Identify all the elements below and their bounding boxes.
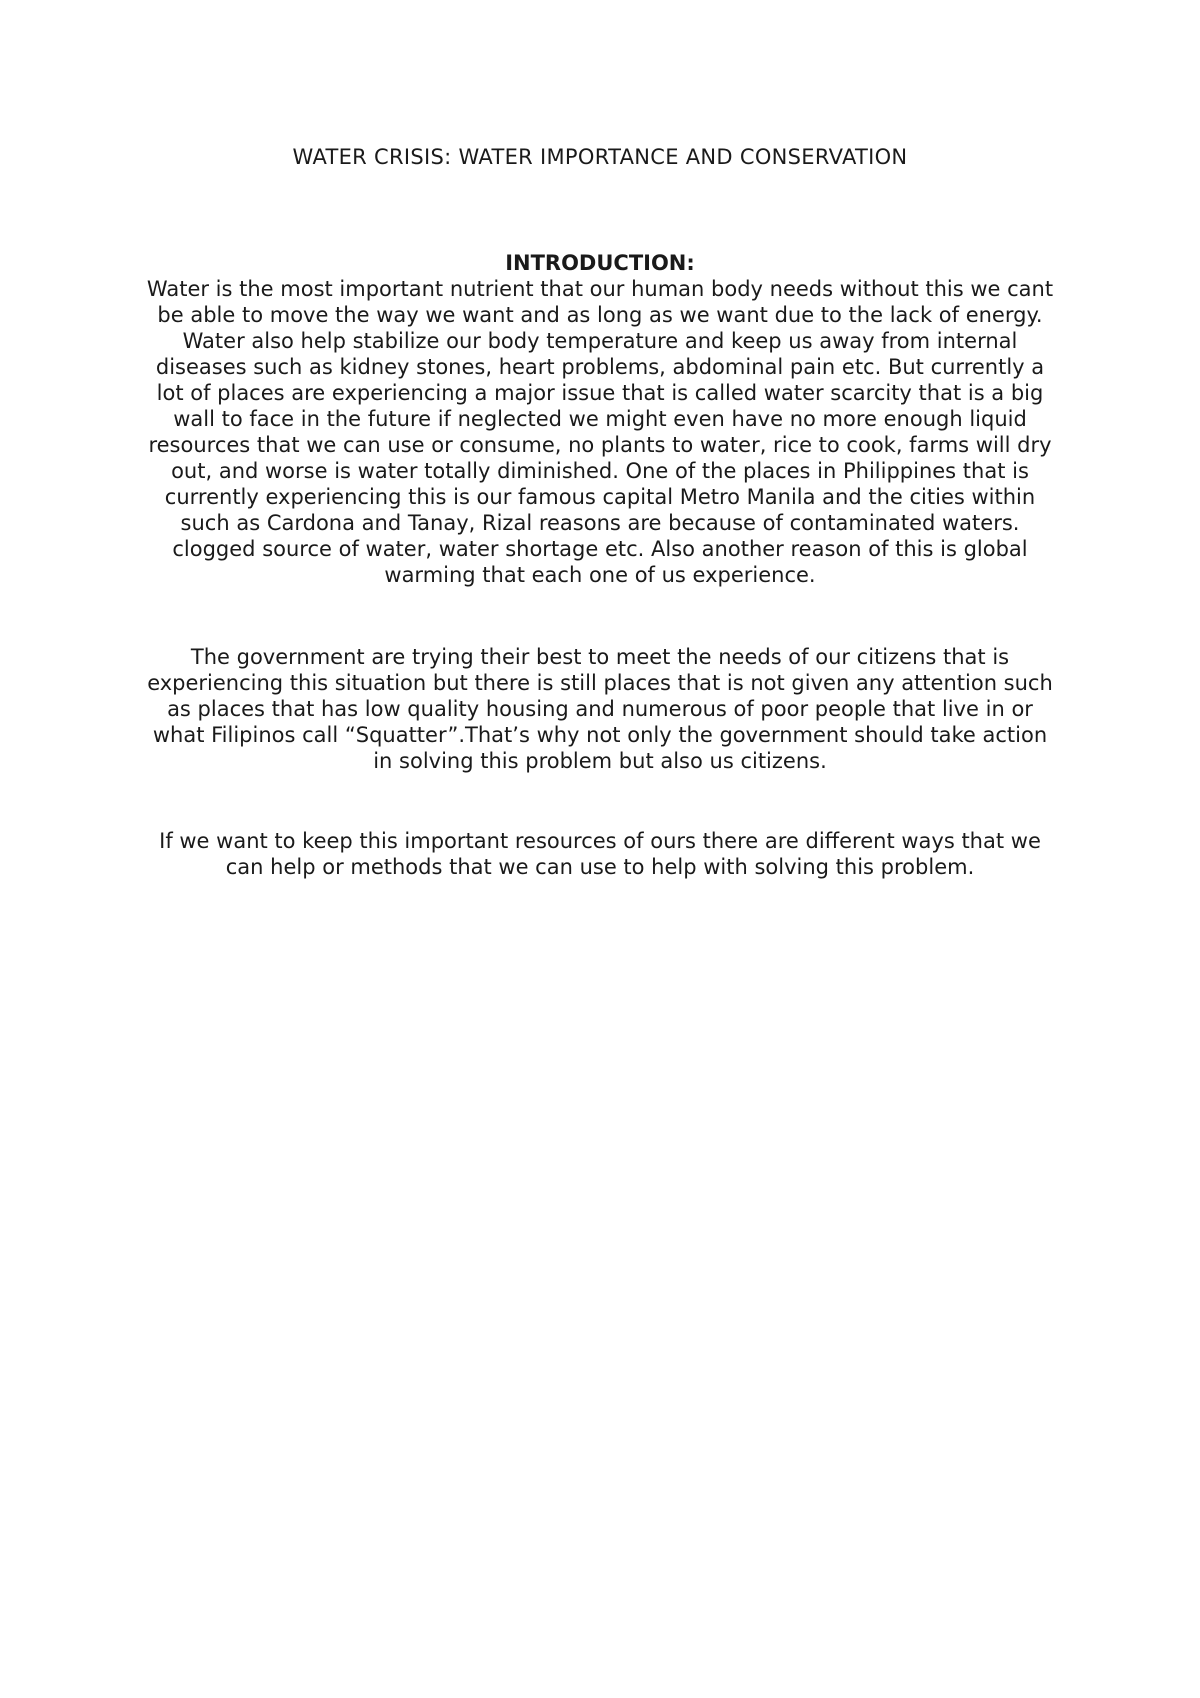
document-body: [145, 250, 1055, 880]
document-title: WATER CRISIS: WATER IMPORTANCE AND CONSERVATION: [292, 145, 908, 169]
paragraph-introduction: Water is the most important nutrient that our human body needs without this we cant be able to move the way we want and as long as we want due to the lack of energy. Water also help stabilize our body temperature and keep us away from internal diseases such as kidney stones, heart problems, abdominal pain etc. But currently a lot of places are experiencing a major issue that is called water scarcity that is a big wall to face in the future if neglected we might even have no more enough liquid resources that we can use or consume, no plants to water, rice to cook, farms will dry out, and worse is water totally diminished. One of the places in Philippines that is currently experiencing this is our famous capital Metro Manila and the cities within such as Cardona and Tanay, Rizal reasons are because of contaminated waters. clogged source of water, water shortage etc. Also another reason of this is global warming that each one of us experience.: [146, 277, 1054, 587]
paragraph-conservation: If we want to keep this important resources of ours there are different ways that we can help or methods that we can use to help with solving this problem.: [159, 829, 1041, 879]
paragraph-government: The government are trying their best to meet the needs of our citizens that is experiencing this situation but there is still places that is not given any attention such as places that has low quality housing and numerous of poor people that live in or what Filipinos call “Squatter”.That’s why not only the government should take action in solving this problem but also us citizens.: [147, 645, 1053, 773]
introduction-heading: INTRODUCTION:: [505, 251, 695, 275]
